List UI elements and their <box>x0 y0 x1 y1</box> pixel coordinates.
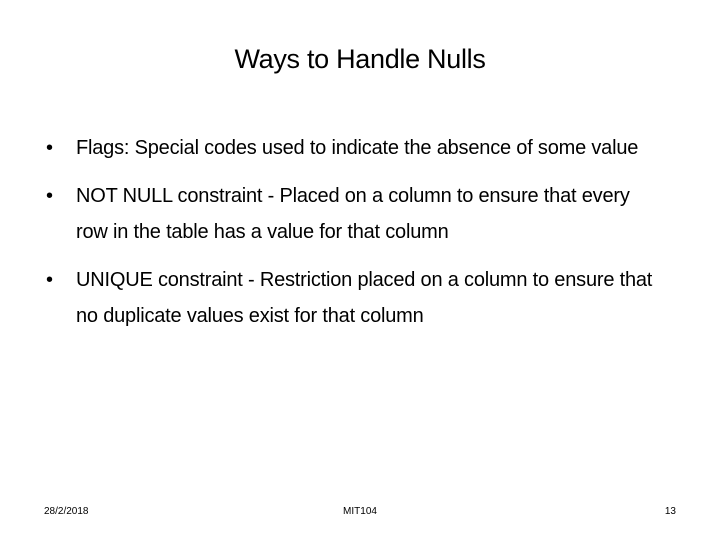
footer-date: 28/2/2018 <box>44 506 89 517</box>
bullet-text: NOT NULL constraint - Placed on a column to ensure that every row in the table has a value for that column <box>76 185 630 243</box>
bullet-item-not-null <box>46 178 666 250</box>
bullet-item-flags <box>46 130 666 166</box>
slide-title: Ways to Handle Nulls <box>234 44 486 74</box>
footer-page-number: 13 <box>664 506 676 517</box>
bullet-text: UNIQUE constraint - Restriction placed on a column to ensure that no duplicate values exist for that column <box>76 269 653 327</box>
bullet-text: Flags: Special codes used to indicate the absence of some value <box>76 137 639 159</box>
bullet-list <box>46 130 666 346</box>
bullet-icon: • <box>46 137 53 159</box>
bullet-icon: • <box>46 269 53 291</box>
bullet-item-unique <box>46 262 666 334</box>
footer-course: MIT104 <box>343 506 377 517</box>
bullet-icon: • <box>46 185 53 207</box>
